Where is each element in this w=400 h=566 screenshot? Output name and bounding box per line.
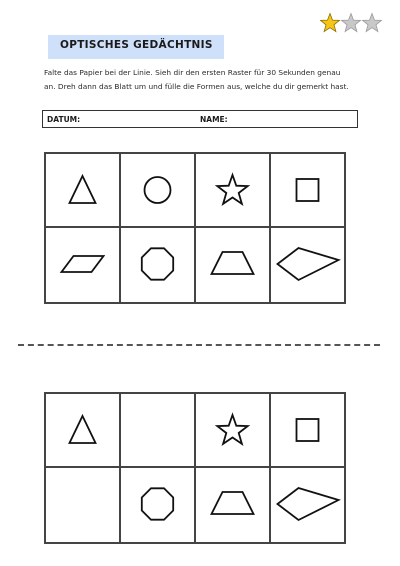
square-icon <box>297 419 319 441</box>
trapezoid-icon <box>212 492 254 514</box>
star-filled-icon <box>321 14 340 32</box>
octagon-icon <box>142 488 173 519</box>
difficulty-stars <box>320 11 384 35</box>
circle-icon <box>145 177 171 203</box>
worksheet-title: OPTISCHES GEDÄCHTNIS <box>60 39 213 51</box>
triangle-icon <box>70 176 96 203</box>
kite-icon <box>278 248 339 280</box>
square-icon <box>297 179 319 201</box>
star-empty-icon <box>363 14 382 32</box>
instruction-line-1: Falte das Papier bei der Linie. Sieh dir den ersten Raster für 30 Sekunden genau <box>44 68 341 77</box>
name-field-label: NAME: <box>200 115 228 124</box>
date-field-label: DATUM: <box>47 115 81 124</box>
memory-grid-top <box>44 152 346 304</box>
fold-line <box>18 344 380 346</box>
star-empty-icon <box>342 14 361 32</box>
star-icon <box>217 415 247 444</box>
star-icon <box>217 175 247 204</box>
instruction-line-2: an. Dreh dann das Blatt um und fülle die Formen aus, welche du dir gemerkt hast. <box>44 82 349 91</box>
trapezoid-icon <box>212 252 254 274</box>
memory-grid-bottom <box>44 392 346 544</box>
triangle-icon <box>70 416 96 443</box>
parallelogram-icon <box>62 256 104 272</box>
info-box <box>42 110 358 128</box>
kite-icon <box>278 488 339 520</box>
octagon-icon <box>142 248 173 279</box>
